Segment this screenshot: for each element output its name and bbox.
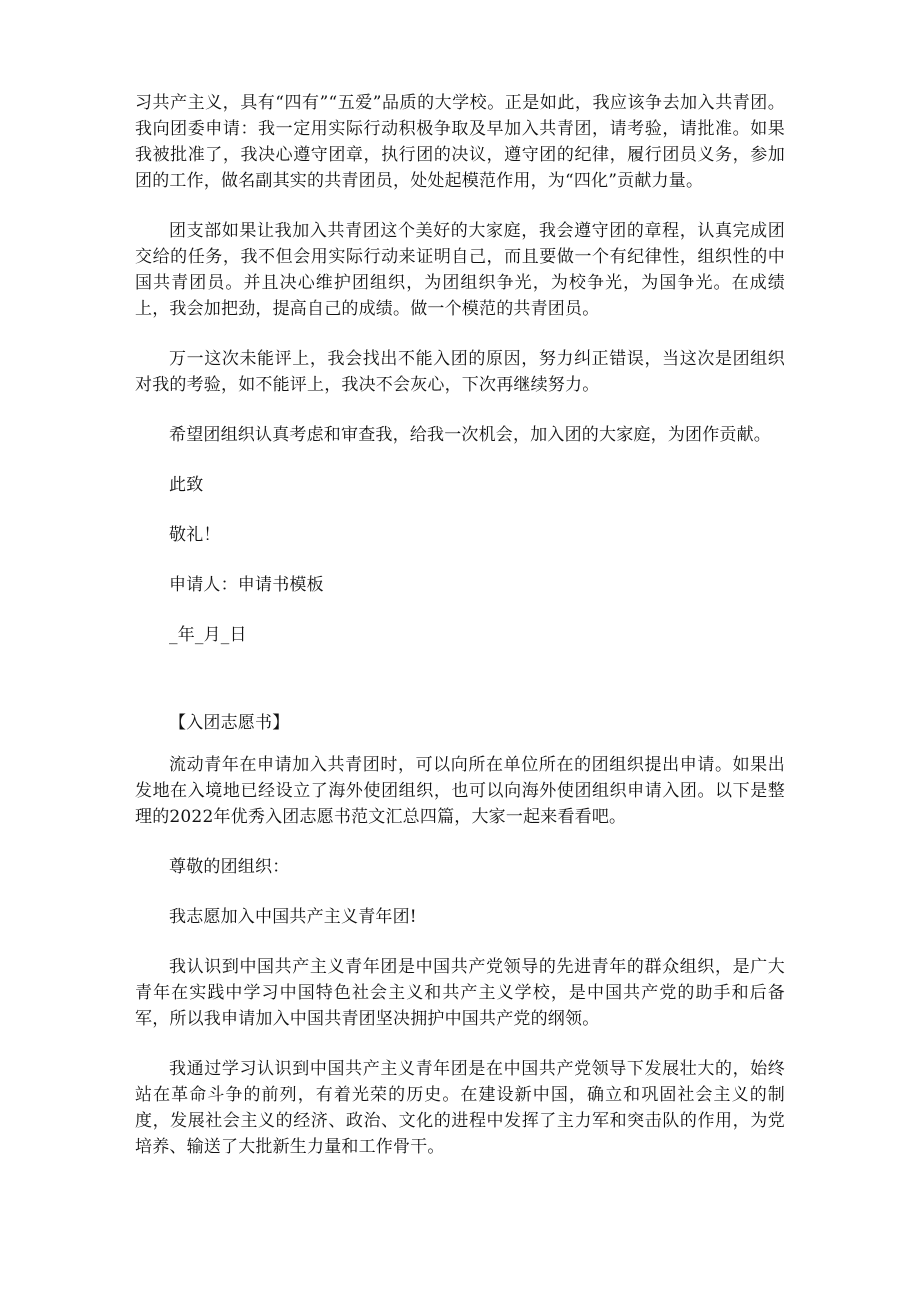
closing-greeting-2: 敬礼！: [169, 525, 221, 545]
paragraph-understanding: 我认识到中国共产主义青年团是中国共产党领导的先进青年的群众组织，是广大青年在实践中学习中国特色社会主义和共产主义学校，是中国共产党的助手和后备军，所以我申请加入中国共青团坚决拥护中国共产党的纲领。: [135, 957, 785, 1029]
paragraph-continuation: 习共产主义，具有“四有”“五爱”品质的大学校。正是如此，我应该争去加入共青团。我向团委申请：我一定用实际行动积极争取及早加入共青团，请考验，请批准。如果我被批准了，我决心遵守团章，执行团的决议，遵守团的纪律，履行团员义务，参加团的工作，做名副其实的共青团员，处处起模范作用，为“四化”贡献力量。: [135, 93, 785, 191]
section-title: 【入团志愿书】: [169, 713, 290, 733]
applicant-line: 申请人：申请书模板: [169, 575, 324, 595]
paragraph-declaration: 我志愿加入中国共产主义青年团!: [169, 907, 417, 927]
paragraph-hope: 希望团组织认真考虑和审查我，给我一次机会，加入团的大家庭，为团作贡献。: [169, 425, 771, 445]
paragraph-commitment: 团支部如果让我加入共青团这个美好的大家庭，我会遵守团的章程，认真完成团交给的任务，我不但会用实际行动来证明自己，而且要做一个有纪律性，组织性的中国共青团员。并且决心维护团组织，为团组织争光，为校争光，为国争光。在成绩上，我会加把劲，提高自己的成绩。做一个模范的共青团员。: [135, 221, 785, 319]
paragraph-if-not-selected: 万一这次未能评上，我会找出不能入团的原因，努力纠正错误，当这次是团组织对我的考验，如不能评上，我决不会灰心，下次再继续努力。: [135, 349, 785, 395]
date-line: _年_月_日: [169, 625, 247, 645]
closing-greeting-1: 此致: [169, 475, 204, 495]
paragraph-salutation: 尊敬的团组织：: [169, 857, 290, 877]
paragraph-history: 我通过学习认识到中国共产主义青年团是在中国共产党领导下发展壮大的，始终站在革命斗争的前列，有着光荣的历史。在建设新中国，确立和巩固社会主义的制度，发展社会主义的经济、政治、文化的进程中发挥了主力军和突击队的作用，为党培养、输送了大批新生力量和工作骨干。: [135, 1059, 785, 1157]
paragraph-intro: 流动青年在申请加入共青团时，可以向所在单位所在的团组织提出申请。如果出发地在入境地已经设立了海外使团组织，也可以向海外使团组织申请入团。以下是整理的2022年优秀入团志愿书范文汇总四篇，大家一起来看看吧。: [135, 755, 785, 827]
